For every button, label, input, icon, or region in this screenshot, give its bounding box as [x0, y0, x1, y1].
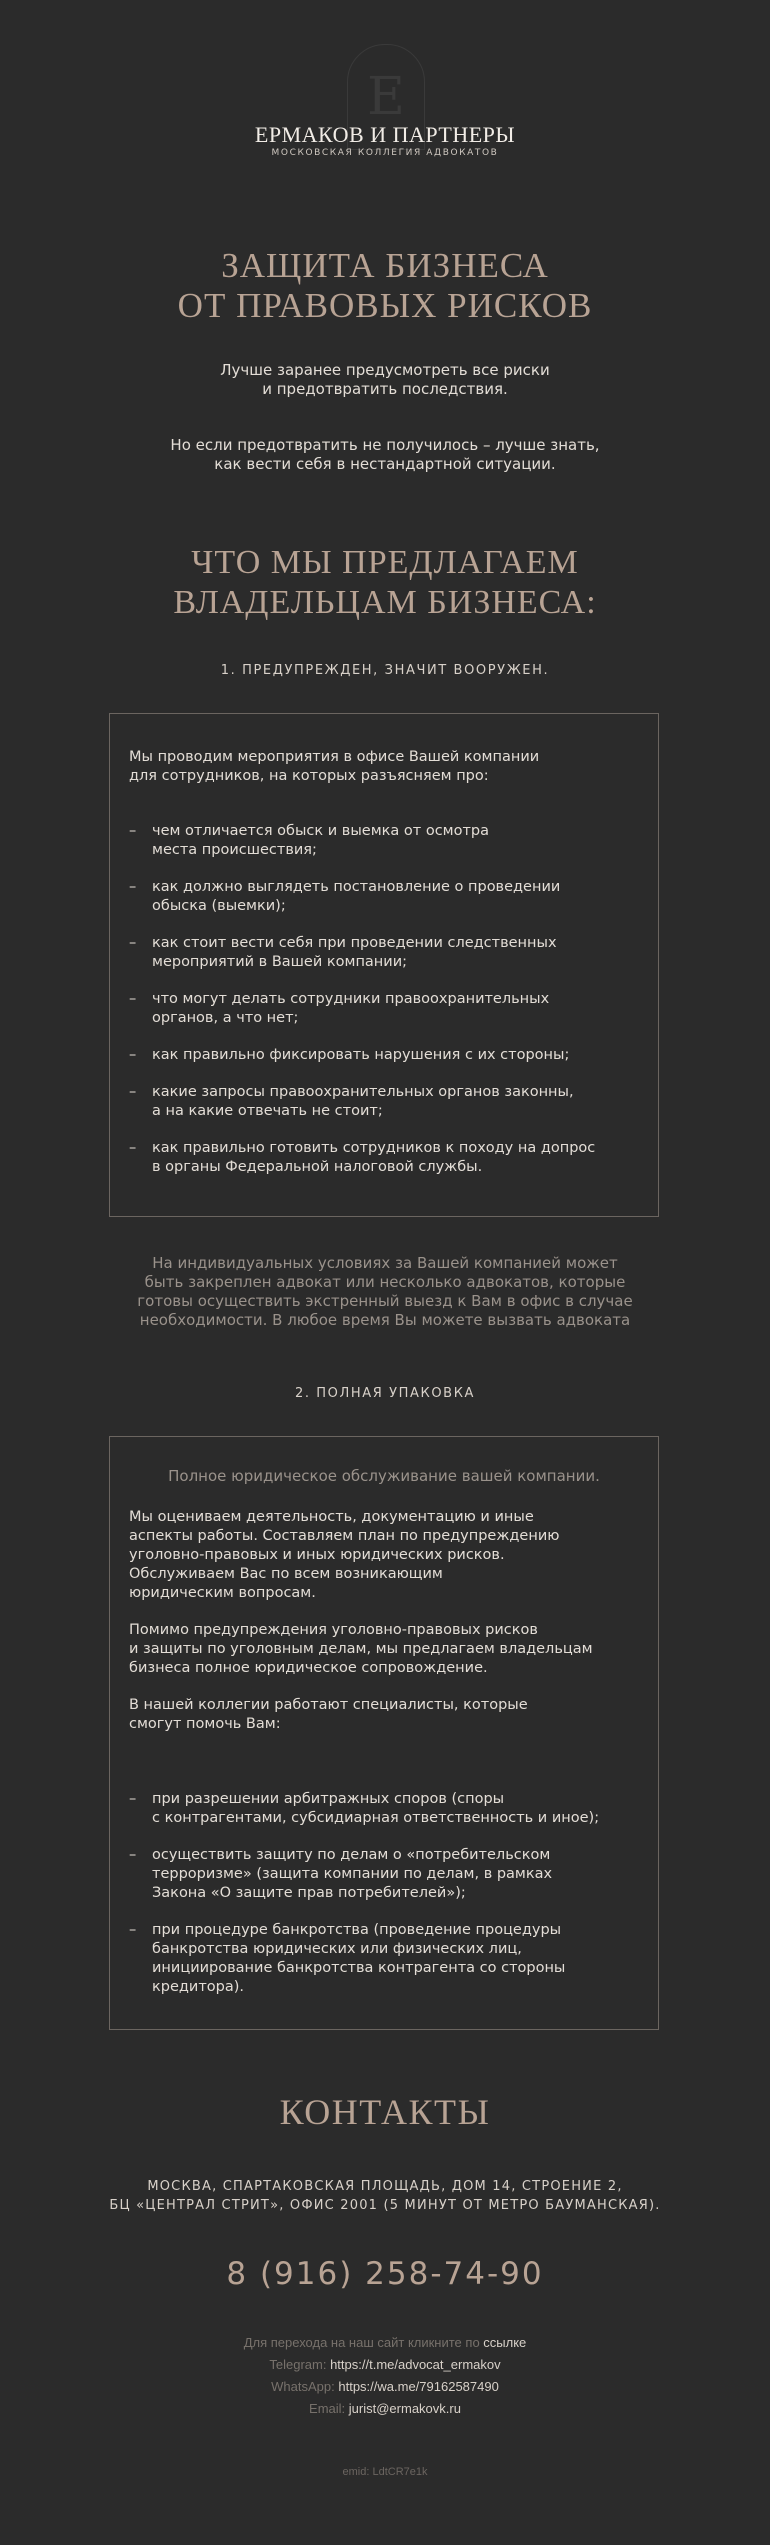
section-1-intro: Мы проводим мероприятия в офисе Вашей компании для сотрудников, на которых разъясняем про: [129, 749, 540, 784]
telegram-row [0, 2354, 770, 2376]
footer-emid: emid: LdtCR7e1k [342, 2466, 428, 2478]
section-1-heading: 1. ПРЕДУПРЕЖДЕН, ЗНАЧИТ ВООРУЖЕН. [220, 663, 550, 678]
whatsapp-row [0, 2376, 770, 2398]
whatsapp-label: WhatsApp: [271, 2379, 335, 2394]
contacts-title: КОНТАКТЫ [279, 2092, 491, 2132]
telegram-link[interactable]: https://t.me/advocat_ermakov [330, 2357, 501, 2372]
hero-title: ЗАЩИТА БИЗНЕСА ОТ ПРАВОВЫХ РИСКОВ [177, 246, 593, 325]
email-link[interactable]: jurist@ermakovk.ru [348, 2401, 461, 2416]
offer-title: ЧТО МЫ ПРЕДЛАГАЕМ ВЛАДЕЛЬЦАМ БИЗНЕСА: [173, 544, 597, 621]
office-address: МОСКВА, СПАРТАКОВСКАЯ ПЛОЩАДЬ, ДОМ 14, СТРОЕНИЕ 2, БЦ «ЦЕНТРАЛ СТРИТ», ОФИС 2001 (5 МИНУТ ОТ МЕТРО БАУМАНСКАЯ). [109, 2179, 661, 2213]
header [0, 44, 770, 174]
section-1-box [109, 713, 659, 1217]
section-2-list [129, 1790, 644, 1997]
list-item: – при процедуре банкротства (проведение процедуры банкротства юридических или физических лиц, инициирование банкротства контрагента со стороны кредитора). [129, 1921, 644, 1997]
list-item: – как стоит вести себя при проведении следственных мероприятий в Вашей компании; [129, 934, 644, 972]
section-2-paragraph-3: В нашей коллегии работают специалисты, которые смогут помочь Вам: [129, 1697, 528, 1732]
section-2-box [109, 1436, 659, 2030]
section-2-lead: Полное юридическое обслуживание вашей компании. [168, 1467, 600, 1485]
email-row [0, 2398, 770, 2420]
email-label: Email: [309, 2401, 346, 2416]
list-item: – что могут делать сотрудники правоохранительных органов, а что нет; [129, 990, 644, 1028]
section-2-paragraph-2: Помимо предупреждения уголовно-правовых рисков и защиты по уголовным делам, мы предлагаем владельцам бизнеса полное юридическое сопровождение. [129, 1622, 593, 1676]
site-link[interactable]: ссылке [483, 2335, 527, 2350]
site-link-text: Для перехода на наш сайт кликните по [243, 2335, 480, 2350]
list-item: – как правильно фиксировать нарушения с их стороны; [129, 1046, 644, 1065]
logo-emblem: E [347, 44, 425, 150]
section-2-heading: 2. ПОЛНАЯ УПАКОВКА [294, 1386, 476, 1401]
list-item: – какие запросы правоохранительных органов законны, а на какие отвечать не стоит; [129, 1083, 644, 1121]
site-link-row [0, 2332, 770, 2354]
brand-subtitle: МОСКОВСКАЯ КОЛЛЕГИЯ АДВОКАТОВ [271, 148, 499, 158]
brand-name: ЕРМАКОВ И ПАРТНЕРЫ [254, 122, 516, 147]
section-2-paragraph-1: Мы оцениваем деятельность, документацию и иные аспекты работы. Составляем план по предупреждению уголовно-правовых и иных юридических рисков. Обслуживаем Вас по всем возникающим юридическим вопросам. [129, 1509, 560, 1601]
section-1-list [129, 822, 644, 1177]
section-1-note: На индивидуальных условиях за Вашей компанией может быть закреплен адвокат или несколько адвокатов, которые готовы осуществить экстренный выезд к Вам в офис в случае необходимости. В любое время Вы можете вызвать адвоката [137, 1254, 633, 1329]
hero-paragraph-2: Но если предотвратить не получилось – лучше знать, как вести себя в нестандартной ситуации. [170, 436, 600, 473]
list-item: – чем отличается обыск и выемка от осмотра места происшествия; [129, 822, 644, 860]
whatsapp-link[interactable]: https://wa.me/79162587490 [338, 2379, 499, 2394]
list-item: – как должно выглядеть постановление о проведении обыска (выемки); [129, 878, 644, 916]
contact-links [0, 2332, 770, 2420]
phone-number[interactable]: 8 (916) 258-74-90 [226, 2256, 544, 2292]
hero-paragraph-1: Лучше заранее предусмотреть все риски и предотвратить последствия. [220, 361, 550, 398]
telegram-label: Telegram: [269, 2357, 327, 2372]
list-item: – осуществить защиту по делам о «потребительском терроризме» (защита компании по делам, в рамках Закона «О защите прав потребителей»); [129, 1846, 644, 1903]
list-item: – при разрешении арбитражных споров (споры с контрагентами, субсидиарная ответственность и иное); [129, 1790, 644, 1828]
list-item: – как правильно готовить сотрудников к походу на допрос в органы Федеральной налоговой службы. [129, 1139, 644, 1177]
